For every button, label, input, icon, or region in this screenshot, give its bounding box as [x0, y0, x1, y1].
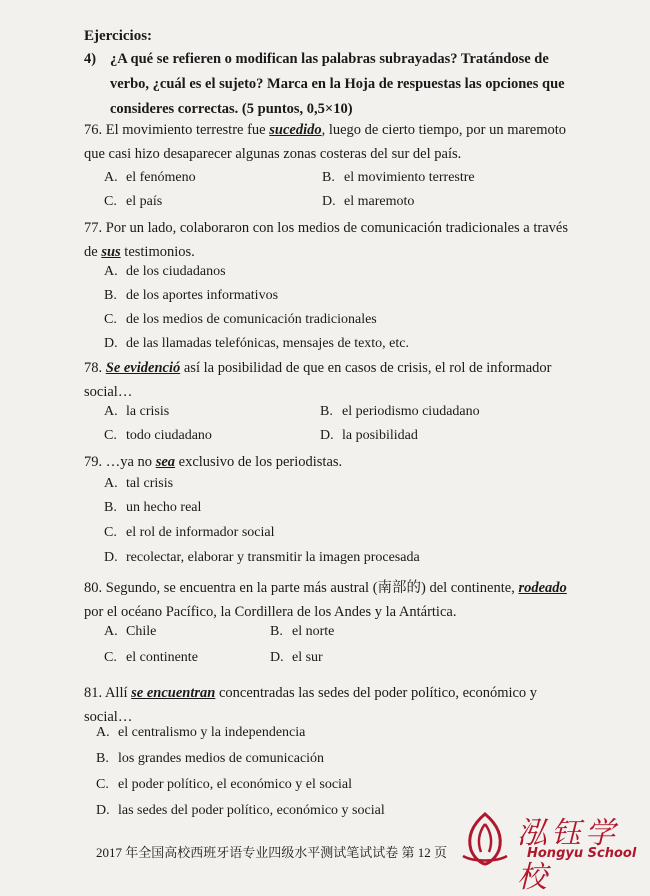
underlined-word: sea: [155, 454, 176, 470]
option-81-a[interactable]: A. el centralismo y la independencia: [96, 725, 306, 740]
option-79-b[interactable]: B. un hecho real: [104, 500, 202, 515]
option-79-d[interactable]: D. recolectar, elaborar y transmitir la imagen procesada: [104, 550, 420, 565]
option-76-b[interactable]: B. el movimiento terrestre: [322, 170, 475, 185]
question-78: [84, 356, 569, 404]
underlined-word: sus: [101, 244, 121, 260]
option-78-a[interactable]: A. la crisis: [104, 404, 170, 419]
option-77-c[interactable]: C. de los medios de comunicación tradicionales: [104, 312, 377, 327]
instruction: [84, 47, 574, 122]
page-footer: 2017 年全国高校西班牙语专业四级水平测试笔试试卷 第 12 页: [96, 845, 448, 860]
option-77-b[interactable]: B. de los aportes informativos: [104, 288, 279, 303]
option-77-d[interactable]: D. de las llamadas telefónicas, mensajes de texto, etc.: [104, 336, 410, 351]
option-80-a[interactable]: A. Chile: [104, 624, 157, 639]
option-80-d[interactable]: D. el sur: [270, 650, 323, 665]
question-text: 80. Segundo, se encuentra en la parte más austral (南部的) del continente, rodeado por el océano Pacífico, la Cordillera de los Andes y la Antártica.: [84, 580, 567, 620]
question-text: 76. El movimiento terrestre fue sucedido, luego de cierto tiempo, por un maremoto que casi hizo desaparecer algunas zonas costeras del sur del país.: [84, 122, 567, 162]
question-79: [84, 450, 569, 474]
question-81: [84, 681, 569, 729]
option-80-c[interactable]: C. el continente: [104, 650, 198, 665]
question-77: [84, 216, 569, 264]
option-76-c[interactable]: C. el país: [104, 194, 163, 209]
logo-chinese-name: 泓钰学校: [517, 816, 619, 895]
question-text: 79. …ya no sea exclusivo de los periodistas.: [84, 454, 343, 470]
question-text: 78. Se evidenció así la posibilidad de que en casos de crisis, el rol de informador social…: [84, 360, 552, 400]
underlined-word: sucedido: [269, 122, 322, 138]
question-text: 81. Allí se encuentran concentradas las sedes del poder político, económico y social…: [84, 685, 538, 725]
underlined-word: rodeado: [518, 580, 567, 596]
option-79-c[interactable]: C. el rol de informador social: [104, 525, 275, 540]
option-76-d[interactable]: D. el maremoto: [322, 194, 415, 209]
option-78-b[interactable]: B. el periodismo ciudadano: [320, 404, 480, 419]
instruction-number: 4): [84, 51, 97, 67]
option-76-a[interactable]: A. el fenómeno: [104, 170, 196, 185]
logo-english-name: Hongyu School: [527, 846, 637, 861]
option-78-c[interactable]: C. todo ciudadano: [104, 428, 212, 443]
logo-emblem-icon: [455, 810, 515, 866]
instruction-text: ¿A qué se refieren o modifican las palabras subrayadas? Tratándose de verbo, ¿cuál es el sujeto? Marca en la Hoja de respuestas las opciones que consideres correctas. (5 puntos, 0,5×10): [110, 51, 565, 117]
option-79-a[interactable]: A. tal crisis: [104, 476, 174, 491]
option-77-a[interactable]: A. de los ciudadanos: [104, 264, 226, 279]
section-heading: Ejercicios:: [84, 28, 153, 44]
option-81-b[interactable]: B. los grandes medios de comunicación: [96, 751, 325, 766]
question-80: [84, 576, 569, 624]
option-81-c[interactable]: C. el poder político, el económico y el social: [96, 777, 353, 792]
option-80-b[interactable]: B. el norte: [270, 624, 335, 639]
option-81-d[interactable]: D. las sedes del poder político, económico y social: [96, 803, 385, 818]
question-text: 77. Por un lado, colaboraron con los medios de comunicación tradicionales a través de sus testimonios.: [84, 220, 568, 260]
question-76: [84, 118, 569, 166]
underlined-word: Se evidenció: [105, 360, 181, 376]
option-78-d[interactable]: D. la posibilidad: [320, 428, 418, 443]
school-logo: [455, 808, 645, 895]
underlined-word: se encuentran: [131, 685, 216, 701]
